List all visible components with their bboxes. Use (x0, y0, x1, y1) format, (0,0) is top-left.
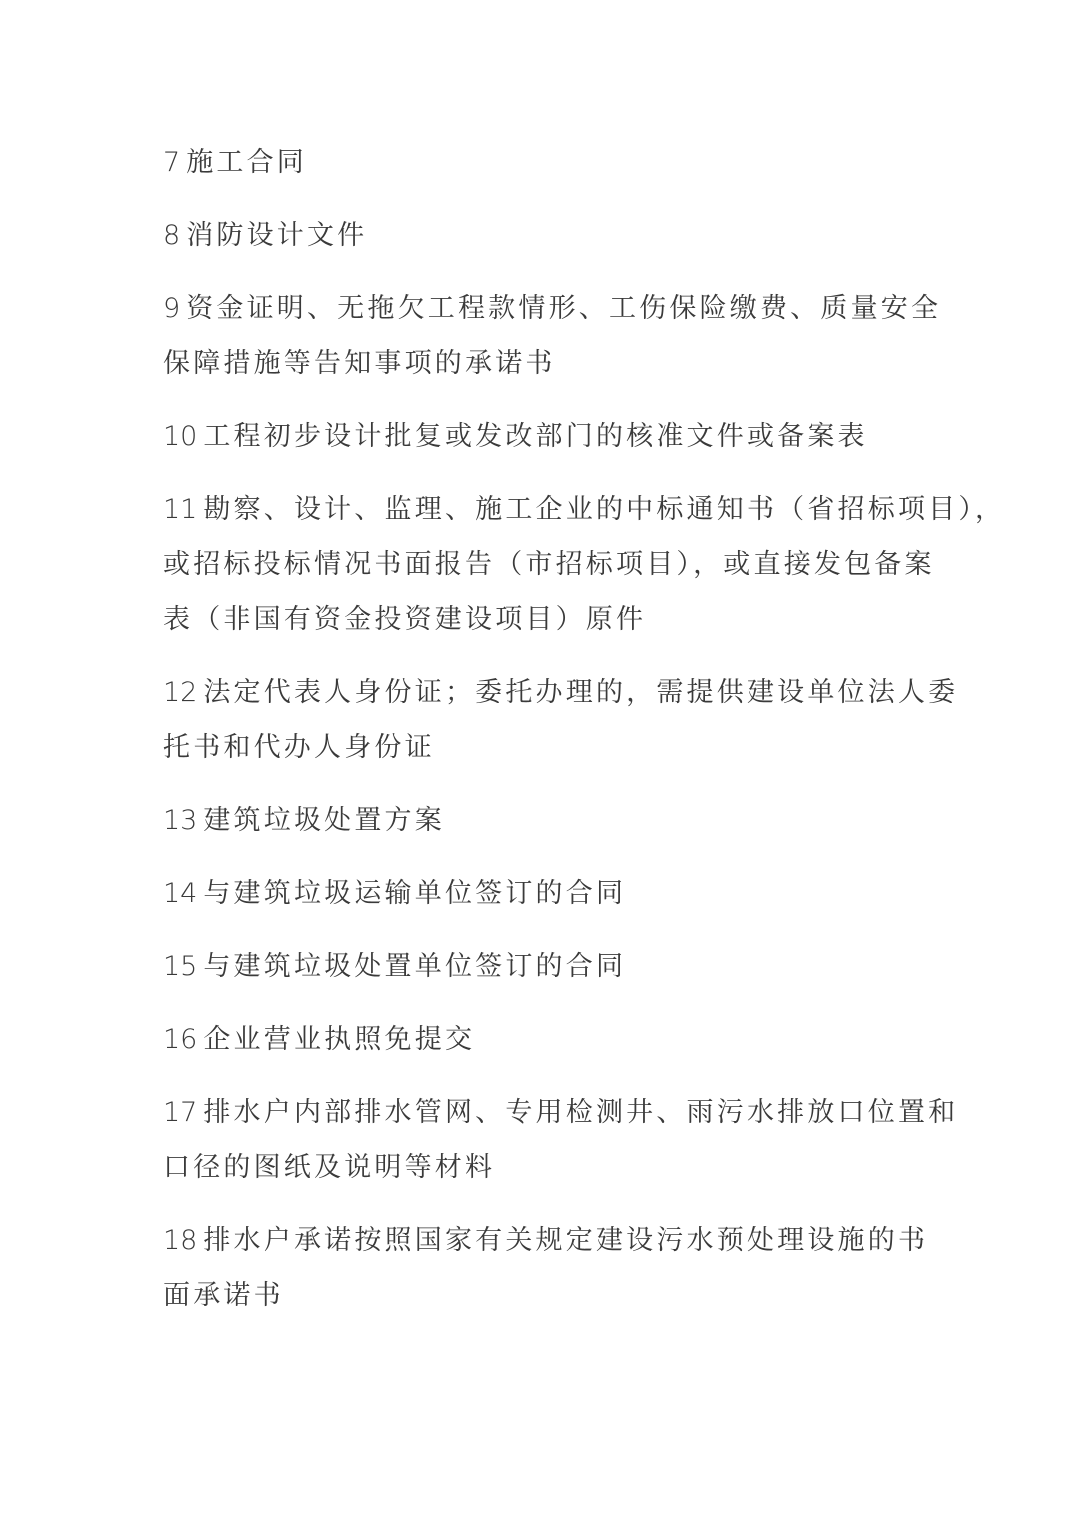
item-line (163, 135, 923, 190)
list-item-12 (163, 665, 959, 775)
item-number: 17 (163, 1097, 198, 1128)
item-number: 14 (163, 878, 198, 909)
item-text-continued: 面承诺书 (163, 1280, 284, 1311)
item-number: 13 (163, 805, 198, 836)
item-number: 10 (163, 421, 198, 452)
item-text: 排水户内部排水管网、专用检测井、雨污水排放口位置和 (203, 1097, 959, 1128)
item-number: 8 (163, 220, 181, 251)
list-item-18 (163, 1213, 929, 1323)
item-text: 与建筑垃圾处置单位签订的合同 (203, 951, 627, 982)
item-line (163, 1213, 929, 1268)
item-number: 9 (163, 293, 181, 324)
list-item-7 (163, 135, 923, 190)
item-number: 16 (163, 1024, 198, 1055)
item-number: 7 (163, 147, 181, 178)
item-text: 排水户承诺按照国家有关规定建设污水预处理设施的书 (203, 1225, 929, 1256)
list-item-8 (163, 208, 923, 263)
item-text-continued: 托书和代办人身份证 (163, 732, 435, 763)
item-text: 勘察、设计、监理、施工企业的中标通知书（省招标项目）， (203, 494, 1006, 525)
item-number: 12 (163, 677, 198, 708)
item-line (163, 793, 923, 848)
list-item-11 (163, 482, 1006, 647)
list-item-10 (163, 409, 923, 464)
item-line (163, 866, 923, 921)
item-line (163, 409, 923, 464)
list-item-17 (163, 1085, 959, 1195)
item-line (163, 281, 942, 336)
item-text: 施工合同 (186, 147, 307, 178)
list-item-15 (163, 939, 923, 994)
item-text-continued: 表（非国有资金投资建设项目）原件 (163, 604, 647, 635)
item-text: 工程初步设计批复或发改部门的核准文件或备案表 (203, 421, 868, 452)
item-text: 资金证明、无拖欠工程款情形、工伤保险缴费、质量安全 (186, 293, 942, 324)
item-text: 企业营业执照免提交 (203, 1024, 476, 1055)
item-line (163, 939, 923, 994)
list-item-13 (163, 793, 923, 848)
item-line (163, 1085, 959, 1140)
item-text: 与建筑垃圾运输单位签订的合同 (203, 878, 627, 909)
item-text-continued: 口径的图纸及说明等材料 (163, 1152, 496, 1183)
list-item-9 (163, 281, 942, 391)
item-line (163, 1012, 923, 1067)
item-number: 15 (163, 951, 198, 982)
item-text-continued: 保障措施等告知事项的承诺书 (163, 348, 556, 379)
item-text: 消防设计文件 (186, 220, 368, 251)
item-line (163, 665, 959, 720)
item-text: 法定代表人身份证；委托办理的，需提供建设单位法人委 (203, 677, 959, 708)
list-item-14 (163, 866, 923, 921)
list-item-16 (163, 1012, 923, 1067)
document-page (163, 135, 1006, 1341)
item-number: 11 (163, 494, 198, 525)
item-line (163, 208, 923, 263)
item-line (163, 482, 1006, 537)
item-number: 18 (163, 1225, 198, 1256)
item-text: 建筑垃圾处置方案 (203, 805, 445, 836)
item-text-continued: 或招标投标情况书面报告（市招标项目），或直接发包备案 (163, 549, 935, 580)
